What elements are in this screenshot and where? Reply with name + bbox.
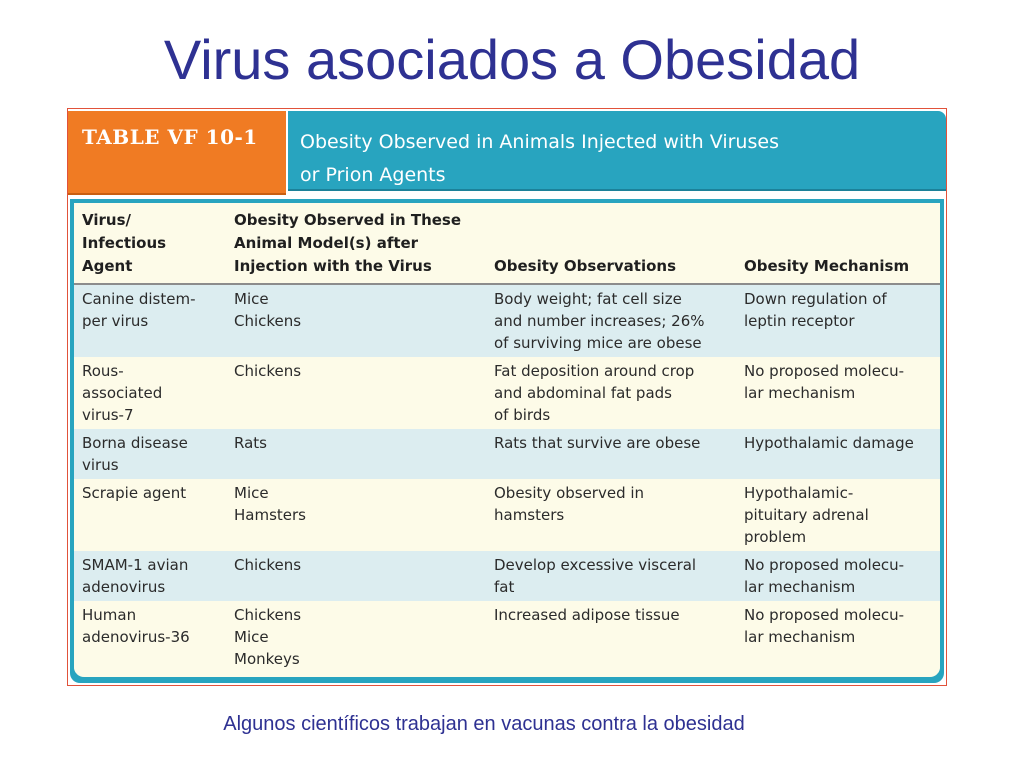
cell-agent: Human adenovirus-36 bbox=[74, 601, 226, 673]
cell-observations: Obesity observed in hamsters bbox=[486, 479, 736, 551]
table-body-area bbox=[74, 203, 940, 677]
table-tag-label: TABLE VF 10-1 bbox=[82, 125, 258, 149]
table-row bbox=[74, 429, 940, 479]
slide-caption: Algunos científicos trabajan en vacunas contra la obesidad bbox=[223, 713, 745, 735]
cell-observations: Body weight; fat cell size and number increases; 26% of surviving mice are obese bbox=[486, 284, 736, 357]
cell-models: Mice Chickens bbox=[226, 284, 486, 357]
table-banner bbox=[68, 109, 946, 195]
cell-observations: Develop excessive visceral fat bbox=[486, 551, 736, 601]
header-obesity-observations: Obesity Observations bbox=[486, 203, 736, 284]
cell-models: Rats bbox=[226, 429, 486, 479]
cell-agent: Scrapie agent bbox=[74, 479, 226, 551]
table-row bbox=[74, 601, 940, 673]
cell-observations: Rats that survive are obese bbox=[486, 429, 736, 479]
cell-models: Chickens Mice Monkeys bbox=[226, 601, 486, 673]
cell-agent: Canine distem- per virus bbox=[74, 284, 226, 357]
cell-mechanism: No proposed molecu- lar mechanism bbox=[736, 601, 940, 673]
cell-models: Chickens bbox=[226, 357, 486, 429]
virus-obesity-table bbox=[74, 203, 940, 673]
table-title bbox=[288, 111, 946, 191]
table-row bbox=[74, 284, 940, 357]
table-panel bbox=[70, 199, 944, 683]
table-figure bbox=[67, 108, 947, 686]
cell-agent: Borna disease virus bbox=[74, 429, 226, 479]
table-row bbox=[74, 357, 940, 429]
header-virus-agent: Virus/ Infectious Agent bbox=[74, 203, 226, 284]
cell-mechanism: Hypothalamic- pituitary adrenal problem bbox=[736, 479, 940, 551]
cell-mechanism: No proposed molecu- lar mechanism bbox=[736, 357, 940, 429]
cell-models: Mice Hamsters bbox=[226, 479, 486, 551]
table-row bbox=[74, 551, 940, 601]
slide-title: Virus asociados a Obesidad bbox=[163, 28, 861, 91]
header-animal-models: Obesity Observed in These Animal Model(s) after Injection with the Virus bbox=[226, 203, 486, 284]
cell-mechanism: Hypothalamic damage bbox=[736, 429, 940, 479]
table-header-row bbox=[74, 203, 940, 284]
cell-observations: Fat deposition around crop and abdominal fat pads of birds bbox=[486, 357, 736, 429]
table-row bbox=[74, 479, 940, 551]
cell-models: Chickens bbox=[226, 551, 486, 601]
cell-mechanism: Down regulation of leptin receptor bbox=[736, 284, 940, 357]
table-title-text: Obesity Observed in Animals Injected with Viruses or Prion Agents bbox=[300, 131, 779, 186]
header-obesity-mechanism: Obesity Mechanism bbox=[736, 203, 940, 284]
table-tag bbox=[68, 111, 286, 195]
cell-agent: Rous- associated virus-7 bbox=[74, 357, 226, 429]
cell-agent: SMAM-1 avian adenovirus bbox=[74, 551, 226, 601]
cell-mechanism: No proposed molecu- lar mechanism bbox=[736, 551, 940, 601]
cell-observations: Increased adipose tissue bbox=[486, 601, 736, 673]
